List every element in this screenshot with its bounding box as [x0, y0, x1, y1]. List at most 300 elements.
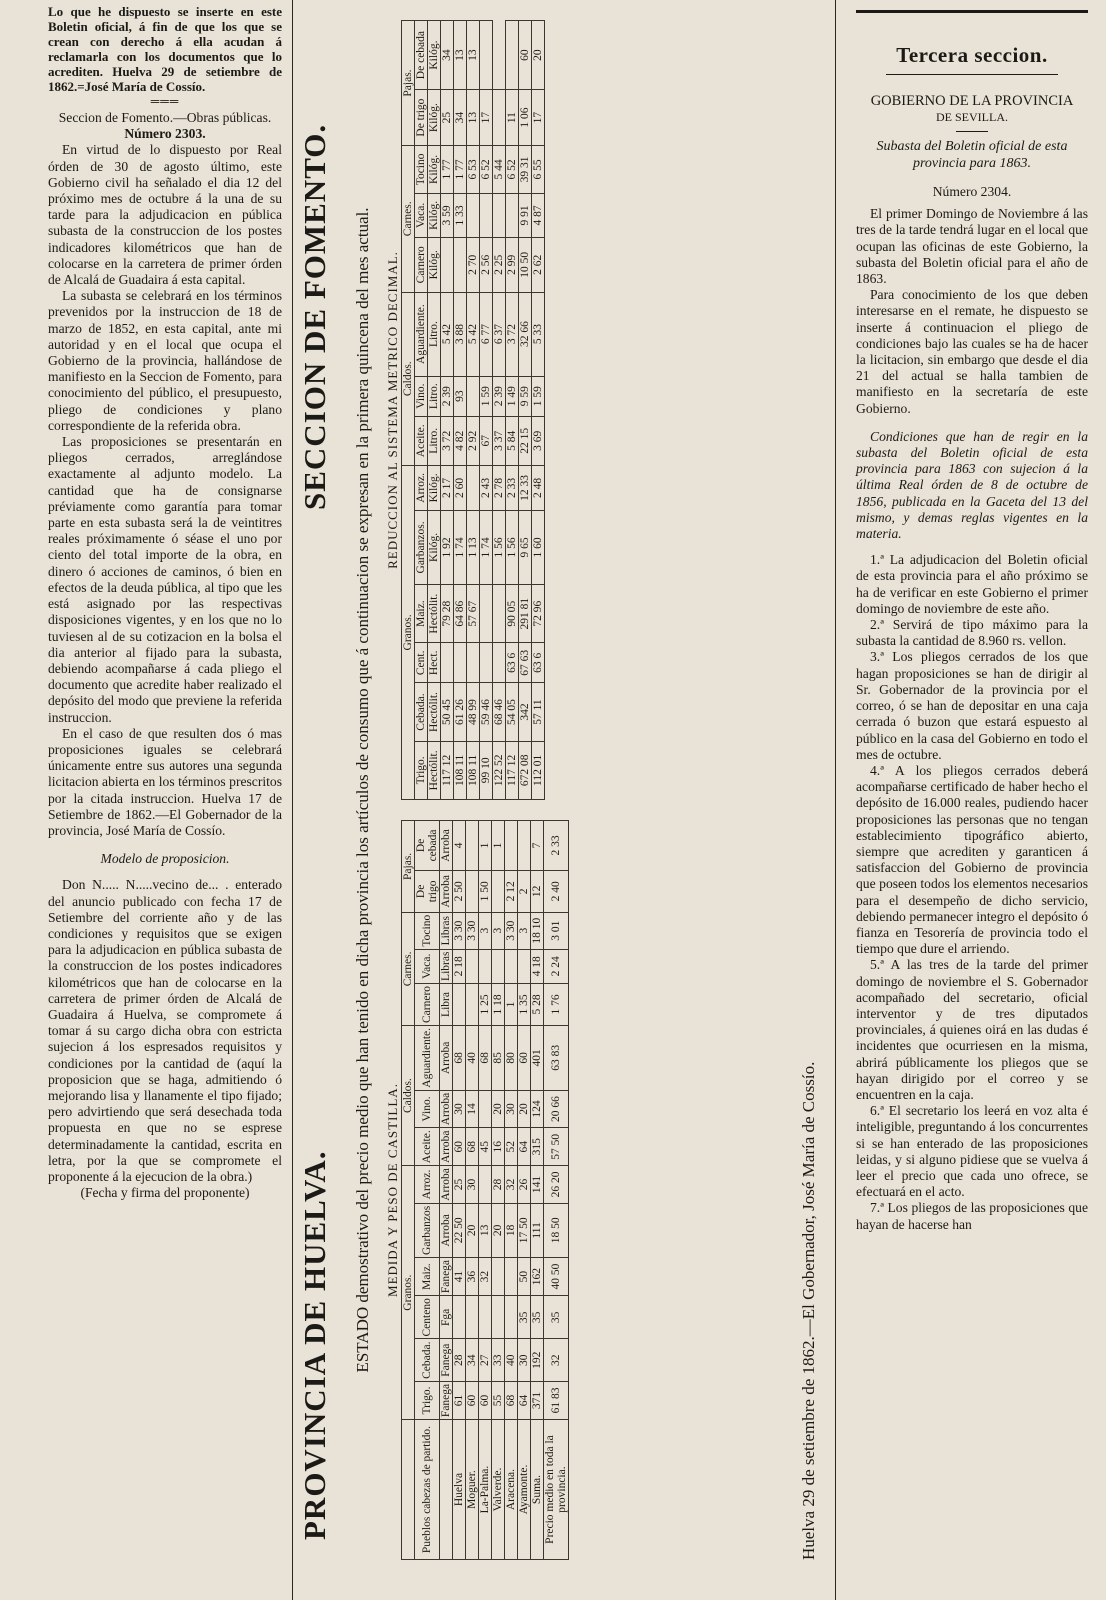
- value-cell: 67: [480, 416, 493, 465]
- value-cell: 64 86: [454, 584, 467, 642]
- value-cell: 63 83: [544, 1026, 569, 1091]
- value-cell: 3 88: [454, 292, 467, 376]
- value-cell: [453, 983, 466, 1025]
- fomento-title: SECCION DE FOMENTO.: [297, 123, 332, 510]
- value-cell: 80: [505, 1026, 518, 1091]
- value-cell: 28: [453, 1339, 466, 1381]
- col-header: Maiz.: [415, 584, 428, 642]
- left-paragraph-2: La subasta se celebrará en los términos prevenidos por la instruccion de 18 de marzo de 1852, en esta capital, ante mi autoridad y en el local que ocupa el Gobierno de la provincia, hallándose de manifiesto en la Seccion de Fomento, para conocimiento del público, el presupuesto, pliego de condiciones y plano correspondiente de la referida obra.: [48, 288, 282, 433]
- col-header: De trigo: [415, 870, 440, 912]
- value-cell: 64: [518, 1381, 531, 1419]
- value-cell: 1 06: [519, 90, 532, 146]
- value-cell: [466, 870, 479, 912]
- metrico-table-wrap: [385, 20, 545, 800]
- value-cell: [454, 238, 467, 293]
- value-cell: 2 92: [467, 416, 480, 465]
- value-cell: 1 18: [492, 983, 505, 1025]
- value-cell: 2 60: [454, 465, 467, 510]
- col-header: Tocino: [415, 912, 440, 949]
- unit-cell: Kilóg.: [428, 465, 441, 510]
- value-cell: 25: [453, 1166, 466, 1204]
- value-cell: 3 01: [544, 912, 569, 949]
- col-header: Cent.: [415, 643, 428, 683]
- section-title: Seccion de Fomento.—Obras públicas.: [58, 110, 272, 125]
- table-row: [467, 21, 480, 800]
- value-cell: 672 08: [519, 741, 532, 799]
- value-cell: 3 72: [441, 416, 454, 465]
- unit-cell: Libras: [440, 912, 453, 949]
- value-cell: 3 30: [453, 912, 466, 949]
- col-header: Pueblos cabezas de partido.: [415, 1420, 440, 1560]
- value-cell: [505, 1257, 518, 1295]
- col-header: Vino.: [415, 376, 428, 416]
- group-granos: Granos.: [402, 465, 415, 799]
- value-cell: 9 65: [519, 510, 532, 584]
- unit-cell: Litro.: [428, 292, 441, 376]
- unit-cell: Fanega: [440, 1339, 453, 1381]
- col-header: Cebada.: [415, 1339, 440, 1381]
- value-cell: [479, 1090, 492, 1128]
- value-cell: 61: [453, 1381, 466, 1419]
- value-cell: 33: [492, 1339, 505, 1381]
- value-cell: 13: [467, 21, 480, 90]
- value-cell: 61 83: [544, 1381, 569, 1419]
- col-header: Maiz.: [415, 1257, 440, 1295]
- unit-cell: Litro.: [428, 376, 441, 416]
- value-cell: 6 37: [493, 292, 506, 376]
- value-cell: 371: [531, 1381, 544, 1419]
- value-cell: [492, 949, 505, 983]
- value-cell: 20: [492, 1090, 505, 1128]
- value-cell: 3: [518, 912, 531, 949]
- value-cell: [493, 193, 506, 237]
- value-cell: 2 56: [480, 238, 493, 293]
- value-cell: 5 28: [531, 983, 544, 1025]
- group-carnes: Carnes.: [402, 146, 415, 293]
- value-cell: 2 40: [544, 870, 569, 912]
- value-cell: 12: [531, 870, 544, 912]
- unit-cell: Arroba: [440, 870, 453, 912]
- value-cell: 1 35: [518, 983, 531, 1025]
- header-row: [415, 821, 440, 1560]
- value-cell: 2: [518, 870, 531, 912]
- value-cell: 45: [479, 1128, 492, 1166]
- separator: ═══: [150, 94, 180, 108]
- value-cell: 108 11: [454, 741, 467, 799]
- value-cell: 3: [479, 912, 492, 949]
- value-cell: 2 24: [544, 949, 569, 983]
- value-cell: 27: [479, 1339, 492, 1381]
- group-pajas: Pajas.: [402, 821, 415, 913]
- group-caldos: Caldos.: [402, 1026, 415, 1166]
- value-cell: 2 17: [441, 465, 454, 510]
- value-cell: [466, 983, 479, 1025]
- estado-caption: ESTADO demostrativo del precio medio que han tenido en dicha provincia los artículos de consumo que á continuacion se expresan en la primera quincena del mes actual.: [353, 207, 372, 1373]
- group-row: [402, 21, 415, 800]
- value-cell: 14: [466, 1090, 479, 1128]
- value-cell: 6 53: [467, 146, 480, 194]
- value-cell: 68: [466, 1128, 479, 1166]
- unit-cell: Kilóg.: [428, 193, 441, 237]
- table-row: [479, 821, 492, 1560]
- value-cell: 1: [479, 821, 492, 871]
- value-cell: 12 33: [519, 465, 532, 510]
- table-row: [505, 821, 518, 1560]
- model-text: Don N..... N.....vecino de... . enterado del anuncio publicado con fecha 17 de Setiembre del corriente año y de las condiciones y requisitos que se exigen para la adjudicacion en pública subasta de la construccion de los postes indicadores kilométricos que han de colocarse en la carretera de primer órden de Alcalá de Guadaira á Huelva, se compromete á tomar á su cargo dicha obra con estricta sujecion á los espresados requisitos y condiciones por la cantidad de (aquí la proposicion que se haga, admitiendo ó mejorando lisa y llanamente el tipo fijado; pero advirtiendo que será desechada toda propuesta en que no se esprese determinadamente la cantidad, escrita en letra, por la que se compromete el proponente á la ejecucion de la obra.): [48, 877, 282, 1184]
- value-cell: 32: [505, 1166, 518, 1204]
- model-title: Modelo de proposicion.: [100, 851, 230, 867]
- col-header: Carnero: [415, 238, 428, 293]
- value-cell: 13: [467, 90, 480, 146]
- value-cell: 1 60: [532, 510, 545, 584]
- value-cell: 22 15: [519, 416, 532, 465]
- value-cell: 52: [505, 1128, 518, 1166]
- castilla-table-wrap: [385, 820, 569, 1560]
- col-header: Aceite.: [415, 416, 428, 465]
- unit-cell: Hectólit.: [428, 683, 441, 741]
- value-cell: 1 56: [493, 510, 506, 584]
- value-cell: [479, 1296, 492, 1339]
- value-cell: 6 52: [506, 146, 519, 194]
- group-row: [402, 821, 415, 1560]
- col-header: De cebada: [415, 21, 428, 90]
- value-cell: 401: [531, 1026, 544, 1091]
- value-cell: 40 50: [544, 1257, 569, 1295]
- value-cell: [441, 238, 454, 293]
- table-row: [492, 821, 505, 1560]
- value-cell: 5 42: [441, 292, 454, 376]
- rule: [886, 74, 1058, 75]
- value-cell: 117 12: [506, 741, 519, 799]
- value-cell: 41: [453, 1257, 466, 1295]
- value-cell: 57 67: [467, 584, 480, 642]
- value-cell: 35: [518, 1296, 531, 1339]
- table-row: [544, 821, 569, 1560]
- value-cell: 28: [492, 1166, 505, 1204]
- value-cell: 16: [492, 1128, 505, 1166]
- value-cell: 30: [518, 1339, 531, 1381]
- col-header: Garbanzos: [415, 1203, 440, 1257]
- value-cell: 20: [518, 1090, 531, 1128]
- castilla-title: MEDIDA Y PESO DE CASTILLA.: [385, 1083, 400, 1297]
- value-cell: 1 33: [454, 193, 467, 237]
- value-cell: 20: [466, 1203, 479, 1257]
- group-carnes: Carnes.: [402, 912, 415, 1025]
- value-cell: 26: [518, 1166, 531, 1204]
- group-pajas: Pajas.: [402, 21, 415, 146]
- value-cell: 13: [454, 21, 467, 90]
- value-cell: 6 52: [480, 146, 493, 194]
- value-cell: 79 28: [441, 584, 454, 642]
- value-cell: [441, 643, 454, 683]
- value-cell: 67 63: [519, 643, 532, 683]
- value-cell: 61 26: [454, 683, 467, 741]
- value-cell: [505, 821, 518, 871]
- value-cell: [493, 90, 506, 146]
- value-cell: 40: [466, 1026, 479, 1091]
- value-cell: 117 12: [441, 741, 454, 799]
- value-cell: [479, 1166, 492, 1204]
- town-cell: Moguer.: [466, 1420, 479, 1560]
- value-cell: [467, 193, 480, 237]
- value-cell: 315: [531, 1128, 544, 1166]
- value-cell: 10 50: [519, 238, 532, 293]
- value-cell: 5 33: [532, 292, 545, 376]
- value-cell: 68: [505, 1381, 518, 1419]
- town-cell: Suma.: [531, 1420, 544, 1560]
- gobierno-title: GOBIERNO DE LA PROVINCIA: [870, 93, 1074, 109]
- unit-row: [428, 21, 441, 800]
- value-cell: 3 69: [532, 416, 545, 465]
- value-cell: [518, 949, 531, 983]
- table-row: [453, 821, 466, 1560]
- value-cell: 1: [492, 821, 505, 871]
- value-cell: 36: [466, 1257, 479, 1295]
- col-header: Vaca.: [415, 193, 428, 237]
- value-cell: 25: [441, 90, 454, 146]
- value-cell: 112 01: [532, 741, 545, 799]
- subasta-title: Subasta del Boletin oficial de esta provincia para 1863.: [876, 139, 1068, 171]
- unit-cell: [440, 1420, 453, 1560]
- value-cell: 1 74: [480, 510, 493, 584]
- col-header: Carnero: [415, 983, 440, 1025]
- value-cell: 2 62: [532, 238, 545, 293]
- town-cell: Precio medio en toda la provincia.: [544, 1420, 569, 1560]
- unit-cell: Hectólit.: [428, 741, 441, 799]
- col-header: De cebada: [415, 821, 440, 871]
- value-cell: 2 70: [467, 238, 480, 293]
- col-header: Trigo.: [415, 741, 428, 799]
- value-cell: 17: [532, 90, 545, 146]
- unit-cell: Arroba: [440, 821, 453, 871]
- value-cell: 162: [531, 1257, 544, 1295]
- value-cell: 4 18: [531, 949, 544, 983]
- value-cell: 1 59: [532, 376, 545, 416]
- value-cell: 122 52: [493, 741, 506, 799]
- value-cell: 48 99: [467, 683, 480, 741]
- town-cell: Valverde.: [492, 1420, 505, 1560]
- corner-cell: [402, 1420, 415, 1560]
- value-cell: 18 50: [544, 1203, 569, 1257]
- value-cell: 34: [441, 21, 454, 90]
- value-cell: 22 50: [453, 1203, 466, 1257]
- value-cell: 60: [479, 1381, 492, 1419]
- col-header: Aguardiente.: [415, 1026, 440, 1091]
- value-cell: [480, 21, 493, 90]
- value-cell: 291 81: [519, 584, 532, 642]
- metrico-table: [401, 20, 545, 800]
- value-cell: 2 33: [544, 821, 569, 871]
- unit-cell: Litro.: [428, 416, 441, 465]
- town-cell: Aracena.: [505, 1420, 518, 1560]
- value-cell: 1 25: [479, 983, 492, 1025]
- value-cell: 13: [479, 1203, 492, 1257]
- right-paragraph-2: Para conocimiento de los que deben interesarse en el remate, he dispuesto se inserte á continuacion el pliego de condiciones bajo las cuales se ha de hacer la licitacion, sin embargo que desde el dia 21 del actual se halla tambien de manifiesto en la secretaría de este Gobierno.: [856, 287, 1088, 416]
- value-cell: 72 96: [532, 584, 545, 642]
- value-cell: 1 59: [480, 376, 493, 416]
- tercera-seccion-title: Tercera seccion.: [896, 43, 1048, 67]
- value-cell: 1 77: [441, 146, 454, 194]
- value-cell: 3 30: [466, 912, 479, 949]
- value-cell: 68: [453, 1026, 466, 1091]
- value-cell: 85: [492, 1026, 505, 1091]
- value-cell: 108 11: [467, 741, 480, 799]
- value-cell: 32: [479, 1257, 492, 1295]
- value-cell: 2 39: [493, 376, 506, 416]
- rotated-statement: [293, 0, 837, 1600]
- table-row: [519, 21, 532, 800]
- unit-cell: Kilóg.: [428, 238, 441, 293]
- value-cell: 60: [518, 1026, 531, 1091]
- col-header: Centeno: [415, 1296, 440, 1339]
- value-cell: [493, 584, 506, 642]
- value-cell: 40: [505, 1339, 518, 1381]
- value-cell: [466, 821, 479, 871]
- unit-cell: Libra: [440, 983, 453, 1025]
- value-cell: 1 76: [544, 983, 569, 1025]
- right-number: Número 2304.: [932, 184, 1012, 199]
- value-cell: 63 6: [532, 643, 545, 683]
- value-cell: 34: [454, 90, 467, 146]
- value-cell: [492, 870, 505, 912]
- condition-5: 5.ª A las tres de la tarde del primer domingo de noviembre el S. Gobernador acompañado del secretario, oficial interventor y de tres diputados provinciales, á quienes oirá en las dudas é incidentes que ocurriesen en la misma, abrirá públicamente los pliegos que se hayan dirigido por el correo y se encuentren en la caja.: [856, 957, 1088, 1102]
- value-cell: 5 42: [467, 292, 480, 376]
- value-cell: 4 87: [532, 193, 545, 237]
- value-cell: [466, 1296, 479, 1339]
- table-row: [518, 821, 531, 1560]
- col-header: Vino.: [415, 1090, 440, 1128]
- table-row: [506, 21, 519, 800]
- value-cell: 63 6: [506, 643, 519, 683]
- value-cell: 59 46: [480, 683, 493, 741]
- table-row: [532, 21, 545, 800]
- left-paragraph-4: En el caso de que resulten dos ó mas proposiciones iguales se celebrará únicamente entre sus autores una segunda licitacion abierta en los términos prescritos por la citada instruccion. Huelva 17 de Setiembre de 1862.—El Gobernador de la provincia, José María de Cossío.: [48, 725, 282, 838]
- value-cell: 124: [531, 1090, 544, 1128]
- value-cell: 17 50: [518, 1203, 531, 1257]
- table-row: [480, 21, 493, 800]
- value-cell: 3 30: [505, 912, 518, 949]
- value-cell: 2 50: [453, 870, 466, 912]
- value-cell: 54 05: [506, 683, 519, 741]
- province-title: PROVINCIA DE HUELVA.: [297, 1150, 332, 1540]
- value-cell: 30: [505, 1090, 518, 1128]
- value-cell: 1 49: [506, 376, 519, 416]
- value-cell: 6 77: [480, 292, 493, 376]
- value-cell: 39 31: [519, 146, 532, 194]
- value-cell: 2 48: [532, 465, 545, 510]
- castilla-table: [401, 820, 569, 1560]
- value-cell: [506, 193, 519, 237]
- value-cell: [492, 1257, 505, 1295]
- condition-6: 6.ª El secretario los leerá en voz alta é inteligible, preguntando á los concurrentes si se han enterado de las proposiciones leidas, y si alguno pidiese que se vuelva á leer el precio que cada uno ofrece, se efectuará en el acto.: [856, 1103, 1088, 1200]
- left-paragraph-3: Las proposiciones se presentarán en pliegos cerrados, arreglándose exactamente al adjunto modelo. La cantidad que ha de consignarse préviamente como garantía para tomar parte en esta subasta será la de veintitres reales próximamente ó séase el uno por ciento del total importe de la obra, en dinero ó acciones de caminos, ó bien en efectos de la deuda pública, al tipo que les está asignado por las respectivas disposiciones vigentes, y en los que no lo tuviesen al de su cotizacion en la bolsa el dia anterior al fijado para la subasta, debiendo acompañarse á cada pliego el documento que acredite haber realizado el depósito del modo que previene la referida instruccion.: [48, 434, 282, 725]
- value-cell: 90 05: [506, 584, 519, 642]
- value-cell: 30: [466, 1166, 479, 1204]
- value-cell: 7: [531, 821, 544, 871]
- value-cell: 93: [454, 376, 467, 416]
- value-cell: [493, 643, 506, 683]
- col-header: Aguardiente.: [415, 292, 428, 376]
- col-header: Arroz.: [415, 465, 428, 510]
- group-granos: Granos.: [402, 1166, 415, 1420]
- statement-signature: Huelva 29 de setiembre de 1862.—El Gobernador, José María de Cossío.: [799, 1061, 818, 1560]
- value-cell: [467, 376, 480, 416]
- value-cell: 32: [544, 1339, 569, 1381]
- condition-3: 3.ª Los pliegos cerrados de los que hagan proposiciones se han de dirigir al Sr. Gobernador de la provincia por el correo, ó se han de depositar en una caja cerrada ó buzon que estará espuesto al público en la casa del Gobierno en todo el mes de octubre.: [856, 649, 1088, 762]
- value-cell: 3: [492, 912, 505, 949]
- value-cell: 99 10: [480, 741, 493, 799]
- group-caldos: Caldos.: [402, 292, 415, 465]
- value-cell: [480, 193, 493, 237]
- col-header: Aceite.: [415, 1128, 440, 1166]
- col-header: Garbanzos.: [415, 510, 428, 584]
- right-column: [836, 0, 1106, 1600]
- town-cell: Ayamonte.: [518, 1420, 531, 1560]
- left-column: [0, 0, 292, 1600]
- value-cell: 3 37: [493, 416, 506, 465]
- col-header: Trigo.: [415, 1381, 440, 1419]
- model-signature: (Fecha y firma del proponente): [80, 1185, 250, 1201]
- value-cell: [454, 643, 467, 683]
- value-cell: 18: [505, 1203, 518, 1257]
- value-cell: 5 84: [506, 416, 519, 465]
- col-header: Cebada.: [415, 683, 428, 741]
- value-cell: 57 11: [532, 683, 545, 741]
- value-cell: 30: [453, 1090, 466, 1128]
- value-cell: [505, 949, 518, 983]
- col-header: Vaca.: [415, 949, 440, 983]
- value-cell: 35: [531, 1296, 544, 1339]
- value-cell: 57 50: [544, 1128, 569, 1166]
- table-row: [441, 21, 454, 800]
- top-rule: [856, 10, 1088, 13]
- intro-paragraph: Lo que he dispuesto se inserte en este Boletin oficial, á fin de que los que se crean con derecho á ella acudan á reclamarla con los documentos que lo acrediten. Huelva 29 de setiembre de 1862.=José María de Cossío.: [48, 4, 282, 94]
- price-tables: [385, 0, 805, 1600]
- value-cell: [467, 465, 480, 510]
- value-cell: 18 10: [531, 912, 544, 949]
- value-cell: 9 59: [519, 376, 532, 416]
- value-cell: 192: [531, 1339, 544, 1381]
- value-cell: 60: [453, 1128, 466, 1166]
- value-cell: [506, 21, 519, 90]
- value-cell: 60: [519, 21, 532, 90]
- left-paragraph-1: En virtud de lo dispuesto por Real órden de 30 de agosto último, este Gobierno civil ha señalado el dia 12 del próximo mes de octubre á la una de su tarde para la adjudicacion en pública subasta de la construccion de los postes indicadores kilométricos que han de colocarse en la carretera de primer órden de Alcalá de Guadaira á esta capital.: [48, 142, 282, 288]
- unit-cell: Fanega: [440, 1381, 453, 1419]
- value-cell: 2 99: [506, 238, 519, 293]
- condition-1: 1.ª La adjudicacion del Boletin oficial de esta provincia para el año próximo se ha de verificar en este Gobierno el primer domingo de noviembre de este año.: [856, 552, 1088, 616]
- value-cell: 2 33: [506, 465, 519, 510]
- value-cell: 20: [492, 1203, 505, 1257]
- value-cell: 17: [480, 90, 493, 146]
- value-cell: 1 92: [441, 510, 454, 584]
- value-cell: 60: [466, 1381, 479, 1419]
- value-cell: 20: [532, 21, 545, 90]
- value-cell: 342: [519, 683, 532, 741]
- unit-cell: Kilóg.: [428, 510, 441, 584]
- value-cell: 20 66: [544, 1090, 569, 1128]
- value-cell: 2 12: [505, 870, 518, 912]
- value-cell: 50 45: [441, 683, 454, 741]
- rule: [956, 131, 988, 132]
- value-cell: 55: [492, 1381, 505, 1419]
- value-cell: 111: [531, 1203, 544, 1257]
- unit-cell: Fanega: [440, 1257, 453, 1295]
- col-header: Tocino: [415, 146, 428, 194]
- value-cell: 2 78: [493, 465, 506, 510]
- value-cell: 1 77: [454, 146, 467, 194]
- value-cell: [518, 821, 531, 871]
- col-header: Arroz.: [415, 1166, 440, 1204]
